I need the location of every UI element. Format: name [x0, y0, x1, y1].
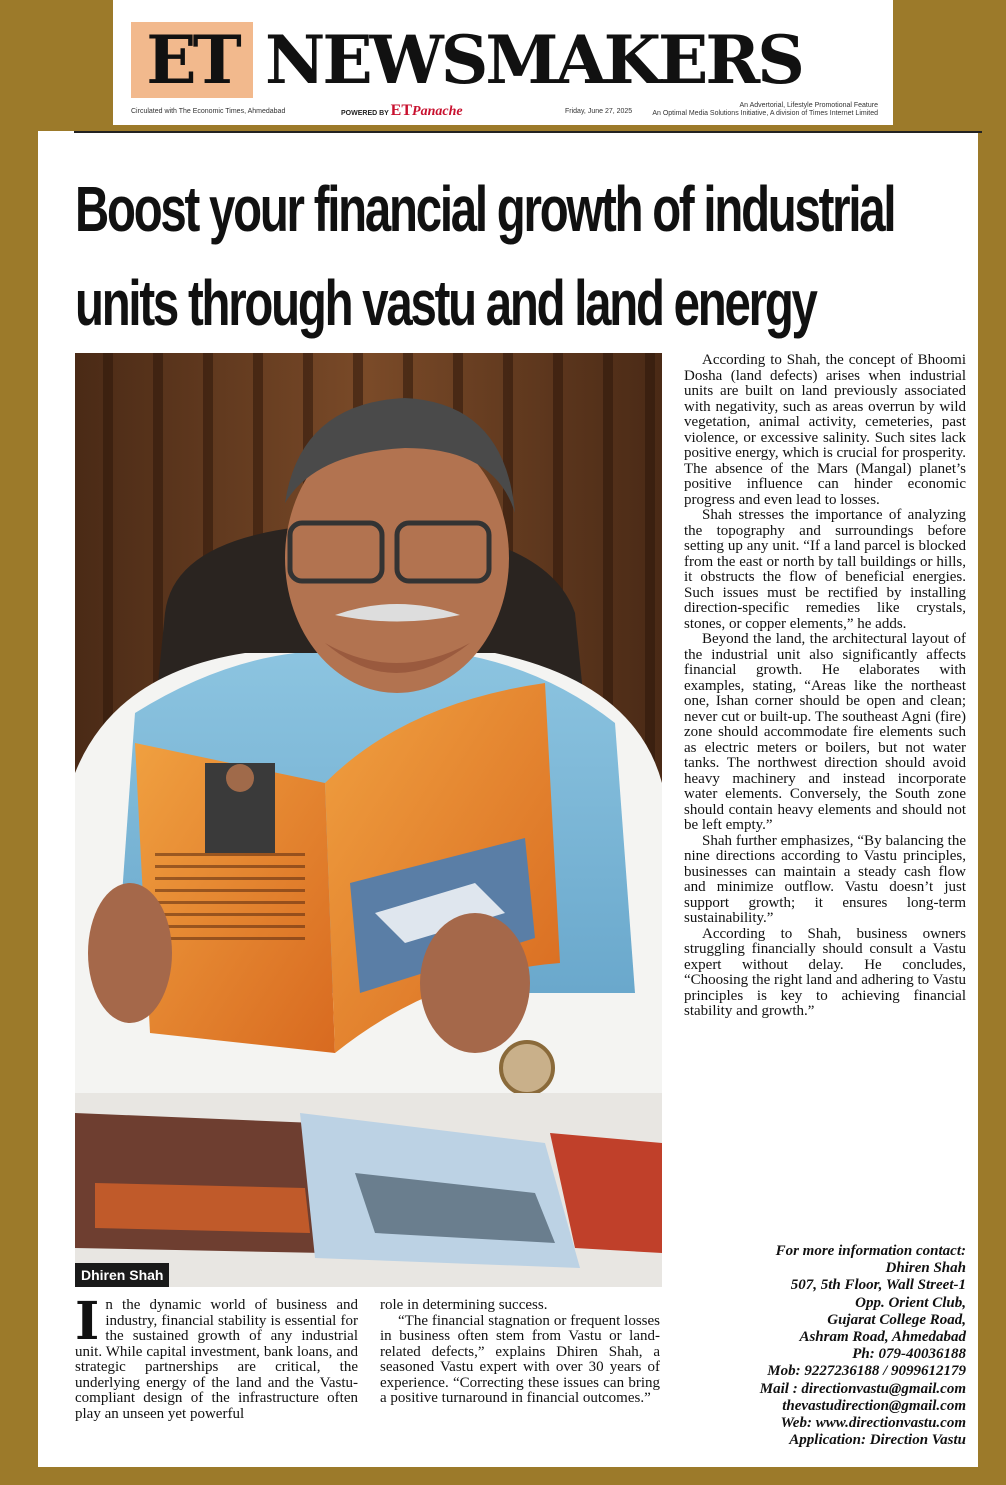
paragraph: Shah further emphasizes, “By balancing the nine directions according to Vastu principles, businesses can maintain a steady cash flow and minimize outflow. Vastu doesn’t just support growth; it ensures long-term sustainability.” [684, 832, 966, 926]
headline: Boost your financial growth of industrial units through vastu and land energy [75, 173, 895, 339]
paragraph: Beyond the land, the architectural layout of the industrial unit also significantly affects financial growth. He elaborates with examples, stating, “Areas like the northeast one, Ishan corner should be open and clean; never cut or built-up. The southeast Agni (fire) zone should accommodate fire elements such as electric meters or boilers, but not water tanks. The northwest direction should avoid heavy machinery and instead incorporate water elements. Conversely, the South zone should contain heavy elements and should not be left empty.” [684, 631, 966, 833]
article-column-middle [380, 1298, 660, 1407]
paragraph: Shah stresses the importance of analyzing the topography and surroundings before setting up any unit. “If a land parcel is blocked from the east or north by tall buildings or hills, it obstructs the flow of beneficial energies. Such issues must be rectified by installing direction-specific remedies like crystals, stones, or copper elements,” he adds. [684, 507, 966, 632]
portrait-photo [75, 353, 662, 1287]
masthead [113, 0, 893, 125]
et-logo: ET [131, 22, 253, 98]
powered-by: POWERED BY ETPanache [341, 102, 463, 119]
top-rule [74, 131, 982, 133]
contact-address: Gujarat College Road, [827, 1311, 966, 1328]
drop-cap: I [75, 1291, 100, 1352]
contact-phone: Ph: 079-40036188 [852, 1346, 966, 1363]
contact-heading: For more information contact: [775, 1243, 966, 1259]
paragraph: n the dynamic world of business and industry, financial stability is essential for the sustained growth of any industrial unit. While capital investment, bank loans, and strategic partnerships are critical, the underlying energy of the land and the Vastu-compliant design of the infrastructure often play an unseen yet powerful [75, 1297, 358, 1422]
paragraph: According to Shah, the concept of Bhoomi Dosha (land defects) arises when industrial units are built on land previously associated with negativity, such as areas overrun by wild vegetation, animal activity, cemeteries, past violence, or excessive salinity. Such sites lack positive energy, which is crucial for prosperity. The absence of the Mars (Mangal) planet’s positive influence can hinder economic progress and even lead to losses. [684, 352, 966, 508]
contact-app: Application: Direction Vastu [789, 1432, 966, 1449]
contact-email: thevastudirection@gmail.com [782, 1397, 966, 1414]
article-column-left [75, 1291, 358, 1422]
paragraph: “The financial stagnation or frequent losses in business often stem from Vastu or land-related defects,” explains Dhiren Shah, a seasoned Vastu expert with over 30 years of experience. “Correcting these issues can bring a positive turnaround in financial outcomes.” [380, 1312, 660, 1406]
issue-date: Friday, June 27, 2025 [565, 108, 633, 115]
contact-address: 507, 5th Floor, Wall Street-1 [790, 1277, 966, 1294]
contact-block [684, 1243, 966, 1449]
contact-name: Dhiren Shah [885, 1260, 966, 1277]
masthead-title: NEWSMAKERS [265, 21, 802, 99]
portrait-illustration [75, 353, 662, 1287]
circulated-note: Circulated with The Economic Times, Ahmedabad [131, 108, 286, 115]
article-column-right [684, 353, 966, 1020]
paragraph: According to Shah, business owners struggling financially should consult a Vastu expert without delay. He concludes, “Choosing the right land and adhering to Vastu principles is key to achieving financial stability and growth.” [684, 925, 966, 1019]
contact-email: Mail : directionvastu@gmail.com [759, 1380, 966, 1397]
contact-address: Ashram Road, Ahmedabad [799, 1329, 966, 1346]
contact-mobile: Mob: 9227236188 / 9099612179 [767, 1363, 966, 1380]
photo-caption: Dhiren Shah [75, 1263, 169, 1287]
contact-web: Web: www.directionvastu.com [780, 1415, 966, 1432]
contact-address: Opp. Orient Club, [855, 1294, 966, 1311]
advertorial-note: An Advertorial, Lifestyle Promotional Feature An Optimal Media Solutions Initiative, A division of Times Internet Limited [652, 102, 878, 117]
paragraph: role in determining success. [380, 1297, 548, 1313]
